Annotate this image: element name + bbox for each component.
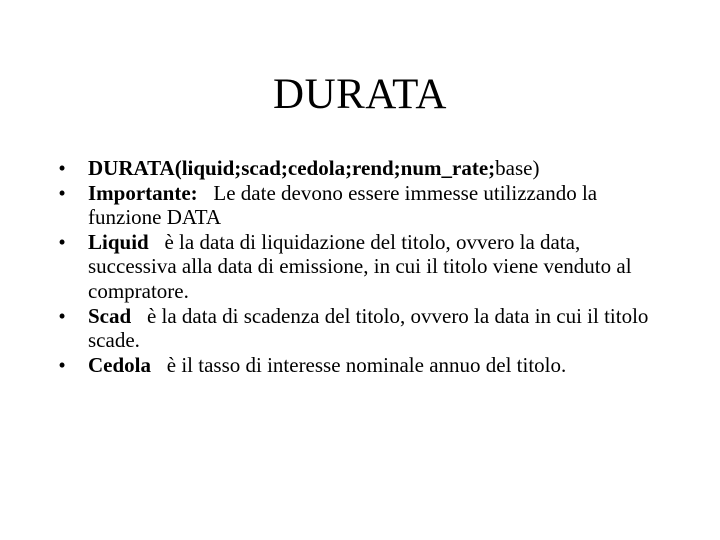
bullet-dot-icon: • (58, 180, 66, 205)
bullet-description: base) (495, 156, 540, 180)
bullet-dot-icon: • (58, 156, 66, 180)
bullet-item-importante (54, 181, 664, 230)
bullet-dot-icon: • (58, 303, 66, 328)
bullet-item-cedola (54, 353, 664, 378)
slide-title: DURATA (273, 71, 447, 118)
bullet-description: è il tasso di interesse nominale annuo del titolo. (151, 352, 567, 377)
bullet-term: Cedola (88, 352, 151, 377)
bullet-description: Le date devono essere immesse utilizzando la funzione DATA (88, 180, 603, 230)
bullet-dot-icon: • (58, 352, 66, 377)
bullet-term: Liquid (88, 229, 149, 254)
bullet-list (54, 156, 664, 377)
bullet-term: Importante: (88, 180, 198, 205)
bullet-item-liquid (54, 230, 664, 304)
bullet-term: DURATA(liquid;scad;cedola;rend;num_rate; (88, 156, 496, 180)
bullet-term: Scad (88, 303, 132, 328)
bullet-item-durata (54, 156, 664, 181)
bullet-item-scad (54, 304, 664, 353)
bullet-dot-icon: • (58, 229, 66, 254)
bullet-description: è la data di scadenza del titolo, ovvero la data in cui il titolo scade. (88, 303, 654, 353)
bullet-description: è la data di liquidazione del titolo, ovvero la data, successiva alla data di emissione, in cui il titolo viene venduto al compratore. (88, 229, 637, 303)
